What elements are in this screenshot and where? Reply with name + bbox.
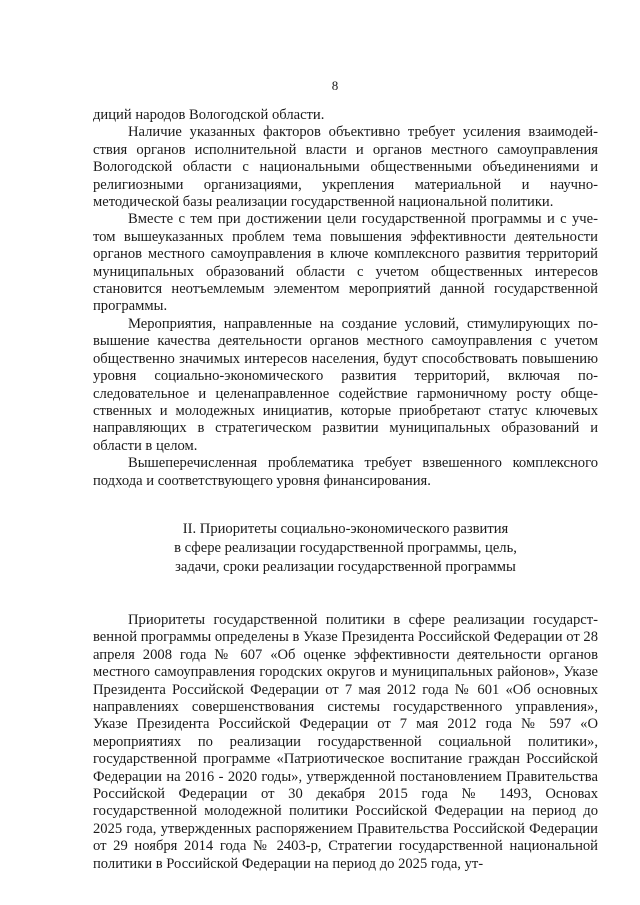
section-heading-line: II. Приоритеты социально-экономического развития	[182, 520, 509, 537]
section-heading	[93, 520, 598, 577]
paragraph: Мероприятия, направленные на создание условий, стимулирующих повышение качества деятельности органов местного самоуправления с учетом общественно значимых интересов населения, будут способствовать повышению уровня социально-экономического развития территорий, включая последовательное и целенаправленное содействие гармоничному росту общественных и молодежных инициатив, которые приобретают статус ключевых направляющих в стратегическом развитии муниципальных образований и области в целом.	[93, 315, 598, 454]
paragraph: Вышеперечисленная проблематика требует взвешенного комплексного подхода и соответствующего уровня финансирования.	[93, 455, 598, 489]
section-heading-line: в сфере реализации государственной программы, цель,	[174, 539, 517, 556]
paragraph-continuation: диций народов Вологодской области.	[93, 107, 325, 123]
body-text	[93, 107, 598, 873]
paragraph: Приоритеты государственной политики в сфере реализации государственной программы определены в Указе Президента Российской Федерации от 28 апреля 2008 года № 607 «Об оценке эффективности деятельности органов местного самоуправления городских округов и муниципальных районов», Указе Президента Российской Федерации от 7 мая 2012 года № 601 «Об основных направлениях совершенствования системы государственного управления», Указе Президента Российской Федерации от 7 мая 2012 года № 597 «О мероприятиях по реализации государственной социальной политики», государственной программе «Патриотическое воспитание граждан Российской Федерации на 2016 - 2020 годы», утвержденной постановлением Правительства Российской Федерации от 30 декабря 2015 года № 1493, Основах государственной молодежной политики Российской Федерации на период до 2025 года, утвержденных распоряжением Правительства Российской Федерации от 29 ноября 2014 года № 2403-р, Стратегии государственной национальной политики в Российской Федерации на период до 2025 года, ут-	[93, 611, 598, 872]
paragraph: Вместе с тем при достижении цели государственной программы и с учетом вышеуказанных проблем тема повышения эффективности деятельности органов местного самоуправления в ключе комплексного развития территорий муниципальных образований области с учетом общественных интересов становится неотъемлемым элементом мероприятий данной государственной программы.	[93, 211, 598, 315]
section-heading-line: задачи, сроки реализации государственной программы	[175, 558, 516, 575]
page-number: 8	[331, 78, 339, 93]
paragraph: Наличие указанных факторов объективно требует усиления взаимодействия органов исполнительной власти и органов местного самоуправления Вологодской области с национальными общественными объединениями и религиозными организациями, укрепления материальной и научно-методической базы реализации государственной национальной политики.	[93, 124, 598, 211]
